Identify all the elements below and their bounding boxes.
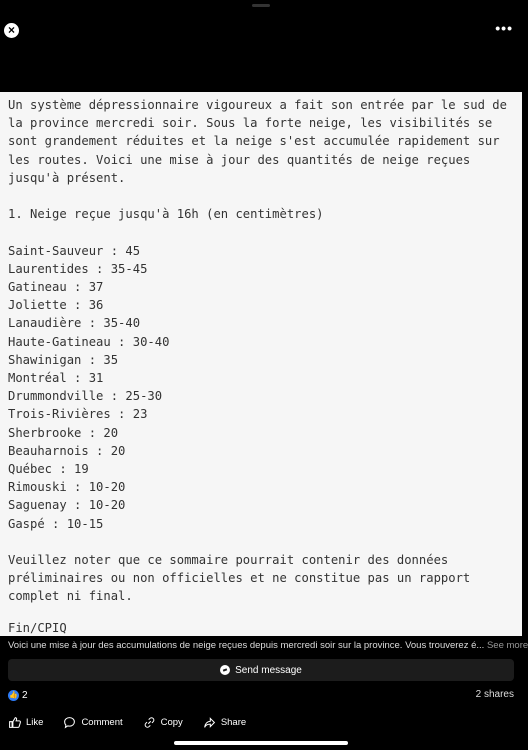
send-message-button[interactable] bbox=[8, 659, 514, 681]
share-label: Share bbox=[220, 716, 247, 728]
send-message-label: Send message bbox=[235, 664, 302, 676]
top-bar bbox=[0, 0, 522, 62]
action-bar bbox=[8, 714, 246, 730]
share-arrow-icon bbox=[203, 716, 216, 729]
share-button[interactable] bbox=[203, 716, 246, 729]
comment-button[interactable] bbox=[63, 716, 122, 729]
like-label: Like bbox=[26, 716, 44, 728]
link-icon bbox=[143, 716, 156, 729]
post-image-footer: Fin/CPIQ bbox=[8, 621, 67, 635]
like-reaction-icon: 👍 bbox=[9, 691, 18, 699]
caption-text: Voici une mise à jour des accumulations de neige reçues depuis mercredi soir sur la province. Vous trouverez é... bbox=[8, 640, 485, 651]
thumbs-up-icon bbox=[8, 716, 21, 729]
see-more-link[interactable]: See more bbox=[486, 640, 528, 651]
reaction-count: 2 bbox=[22, 689, 28, 701]
comment-icon bbox=[63, 716, 76, 729]
post-image[interactable] bbox=[0, 92, 522, 636]
close-icon[interactable]: × bbox=[4, 23, 19, 38]
home-indicator[interactable] bbox=[174, 741, 348, 745]
reactions-summary[interactable] bbox=[8, 688, 28, 702]
post-image-text: Un système dépressionnaire vigoureux a fait son entrée par le sud de la province mercredi soir. Sous la forte neige, les visibilités se sont grandement réduites et la neige s'est accumulée rapidement sur les routes. Voici une mise à jour des quantités de neige reçues jusqu'à présent. 1. Neige reçue jusqu'à 16h (en centimètres) Saint-Sauveur : 45 Laurentides : 35-45 Gatineau : 37 Joliette : 36 Lanaudière : 35-40 Haute-Gatineau : 30-40 Shawinigan : 35 Montréal : 31 Drummondville : 25-30 Trois-Rivières : 23 Sherbrooke : 20 Beauharnois : 20 Québec : 19 Rimouski : 10-20 Saguenay : 10-20 Gaspé : 10-15 Veuillez noter que ce sommaire pourrait contenir des données préliminaires ou non officielles et ne constitue pas un rapport complet ni final. bbox=[8, 98, 507, 604]
comment-label: Comment bbox=[81, 716, 123, 728]
shares-count[interactable]: 2 shares bbox=[475, 689, 514, 700]
like-button[interactable] bbox=[8, 716, 43, 729]
copy-label: Copy bbox=[160, 716, 183, 728]
messenger-icon bbox=[220, 665, 230, 675]
copy-button[interactable] bbox=[143, 716, 183, 729]
drag-handle[interactable] bbox=[252, 4, 270, 7]
more-options-icon[interactable]: ••• bbox=[495, 20, 513, 36]
post-caption[interactable] bbox=[8, 638, 528, 654]
